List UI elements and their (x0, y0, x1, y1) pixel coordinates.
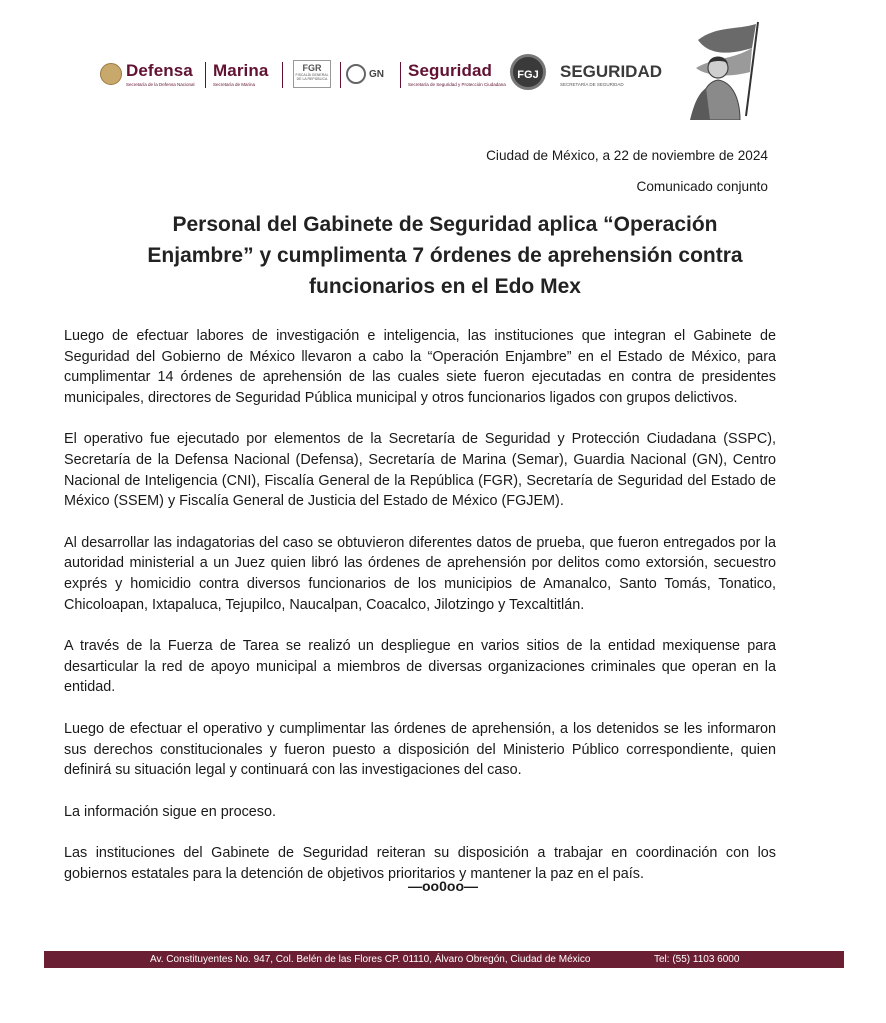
separator (400, 62, 401, 88)
footer-bar (44, 951, 844, 968)
mexico-crest-icon (100, 63, 122, 85)
body-paragraph: A través de la Fuerza de Tarea se realizó un despliegue en varios sitios de la entidad mexiquense para desarticular la red de apoyo municipal a miembros de diversas organizaciones criminales que operan en la entidad. (64, 638, 776, 696)
fgj-name: FGJ (510, 54, 546, 90)
body-paragraph: Las instituciones del Gabinete de Seguridad reiteran su disposición a trabajar en coordinación con los gobiernos estatales para la detención de objetivos prioritarios y mantener la paz en el país. (64, 845, 776, 882)
body-paragraph: El operativo fue ejecutado por elementos de la Secretaría de Seguridad y Protección Ciudadana (SSPC), Secretaría de la Defensa Nacional (Defensa), Secretaría de Marina (Semar), Guardia Nacional (GN), Centro Nacional de Inteligencia (CNI), Fiscalía General de la República (FGR), Secretaría de Seguridad del Estado de México (SSEM) y Fiscalía General de Justicia del Estado de México (FGJEM). (64, 431, 776, 510)
body-paragraph: Luego de efectuar labores de investigación e inteligencia, las instituciones que integran el Gabinete de Seguridad del Gobierno de México llevaron a cabo la “Operación Enjambre” en el Estado de México, para cumplimentar 14 órdenes de aprehensión de las cuales siete fueron ejecutadas en contra de presidentes municipales, directores de Seguridad Pública municipal y otros funcionarios ligados con grupos delictivos. (64, 328, 776, 406)
marina-sub: Secretaría de Marina (213, 82, 256, 87)
seguridad-sub: Secretaría de Seguridad y Protección Ciudadana (408, 82, 506, 87)
separator (205, 62, 206, 88)
fgr-logo (293, 60, 331, 88)
gn-name: GN (369, 68, 384, 80)
fgj-logo (510, 54, 546, 90)
gn-logo (346, 64, 384, 84)
seguridad-name: Seguridad (408, 61, 493, 80)
defensa-name: Defensa (126, 61, 193, 80)
marina-logo (213, 61, 268, 87)
header-logos (100, 52, 680, 96)
body-paragraph: La información sigue en proceso. (64, 803, 276, 820)
gn-emblem-icon (346, 64, 366, 84)
separator (340, 62, 341, 88)
seguridad-logo (408, 61, 506, 87)
closing-mark: —oo0oo— (408, 878, 478, 894)
title-line: funcionarios en el Edo Mex (309, 275, 581, 298)
fgr-sub: FISCALÍA GENERAL DE LA REPÚBLICA (295, 73, 329, 81)
document-type: Comunicado conjunto (636, 179, 768, 194)
flag-woman-illustration-icon (676, 20, 768, 120)
seguridad-edomex-sub: SECRETARÍA DE SEGURIDAD (560, 82, 624, 87)
marina-name: Marina (213, 61, 269, 80)
footer-address: Av. Constituyentes No. 947, Col. Belén de las Flores CP. 01110, Álvaro Obregón, Ciudad de México (150, 954, 591, 965)
body-paragraph: Al desarrollar las indagatorias del caso se obtuvieron diferentes datos de prueba, que fueron entregados por la autoridad ministerial a un Juez quien libró las órdenes de aprehensión por delitos como extorsión, secuestro exprés y homicidio contra diversos funcionarios de los municipios de Amanalco, Santo Tomás, Tonatico, Chicoloapan, Ixtapaluca, Tejupilco, Naucalpan, Coacalco, Jilotzingo y Texcaltitlán. (64, 534, 776, 613)
title-line: Enjambre” y cumplimenta 7 órdenes de aprehensión contra (147, 244, 743, 267)
defensa-logo (100, 61, 195, 87)
title-line: Personal del Gabinete de Seguridad aplica “Operación (172, 213, 718, 236)
seguridad-edomex-name: SEGURIDAD (560, 62, 663, 81)
seguridad-edomex-logo (560, 62, 662, 87)
document-date: Ciudad de México, a 22 de noviembre de 2024 (486, 148, 768, 163)
page-title (60, 209, 830, 302)
body-paragraph: Luego de efectuar el operativo y cumplimentar las órdenes de aprehensión, a los detenidos se les informaron sus derechos constitucionales y fueron puesto a disposición del Ministerio Público correspondiente, quien definirá su situación legal y continuará con las investigaciones del caso. (64, 720, 776, 779)
document-body (64, 326, 776, 905)
footer-phone: Tel: (55) 1103 6000 (654, 954, 740, 965)
defensa-sub: Secretaría de la Defensa Nacional (126, 82, 195, 87)
separator (282, 62, 283, 88)
fgr-name: FGR (302, 63, 322, 73)
